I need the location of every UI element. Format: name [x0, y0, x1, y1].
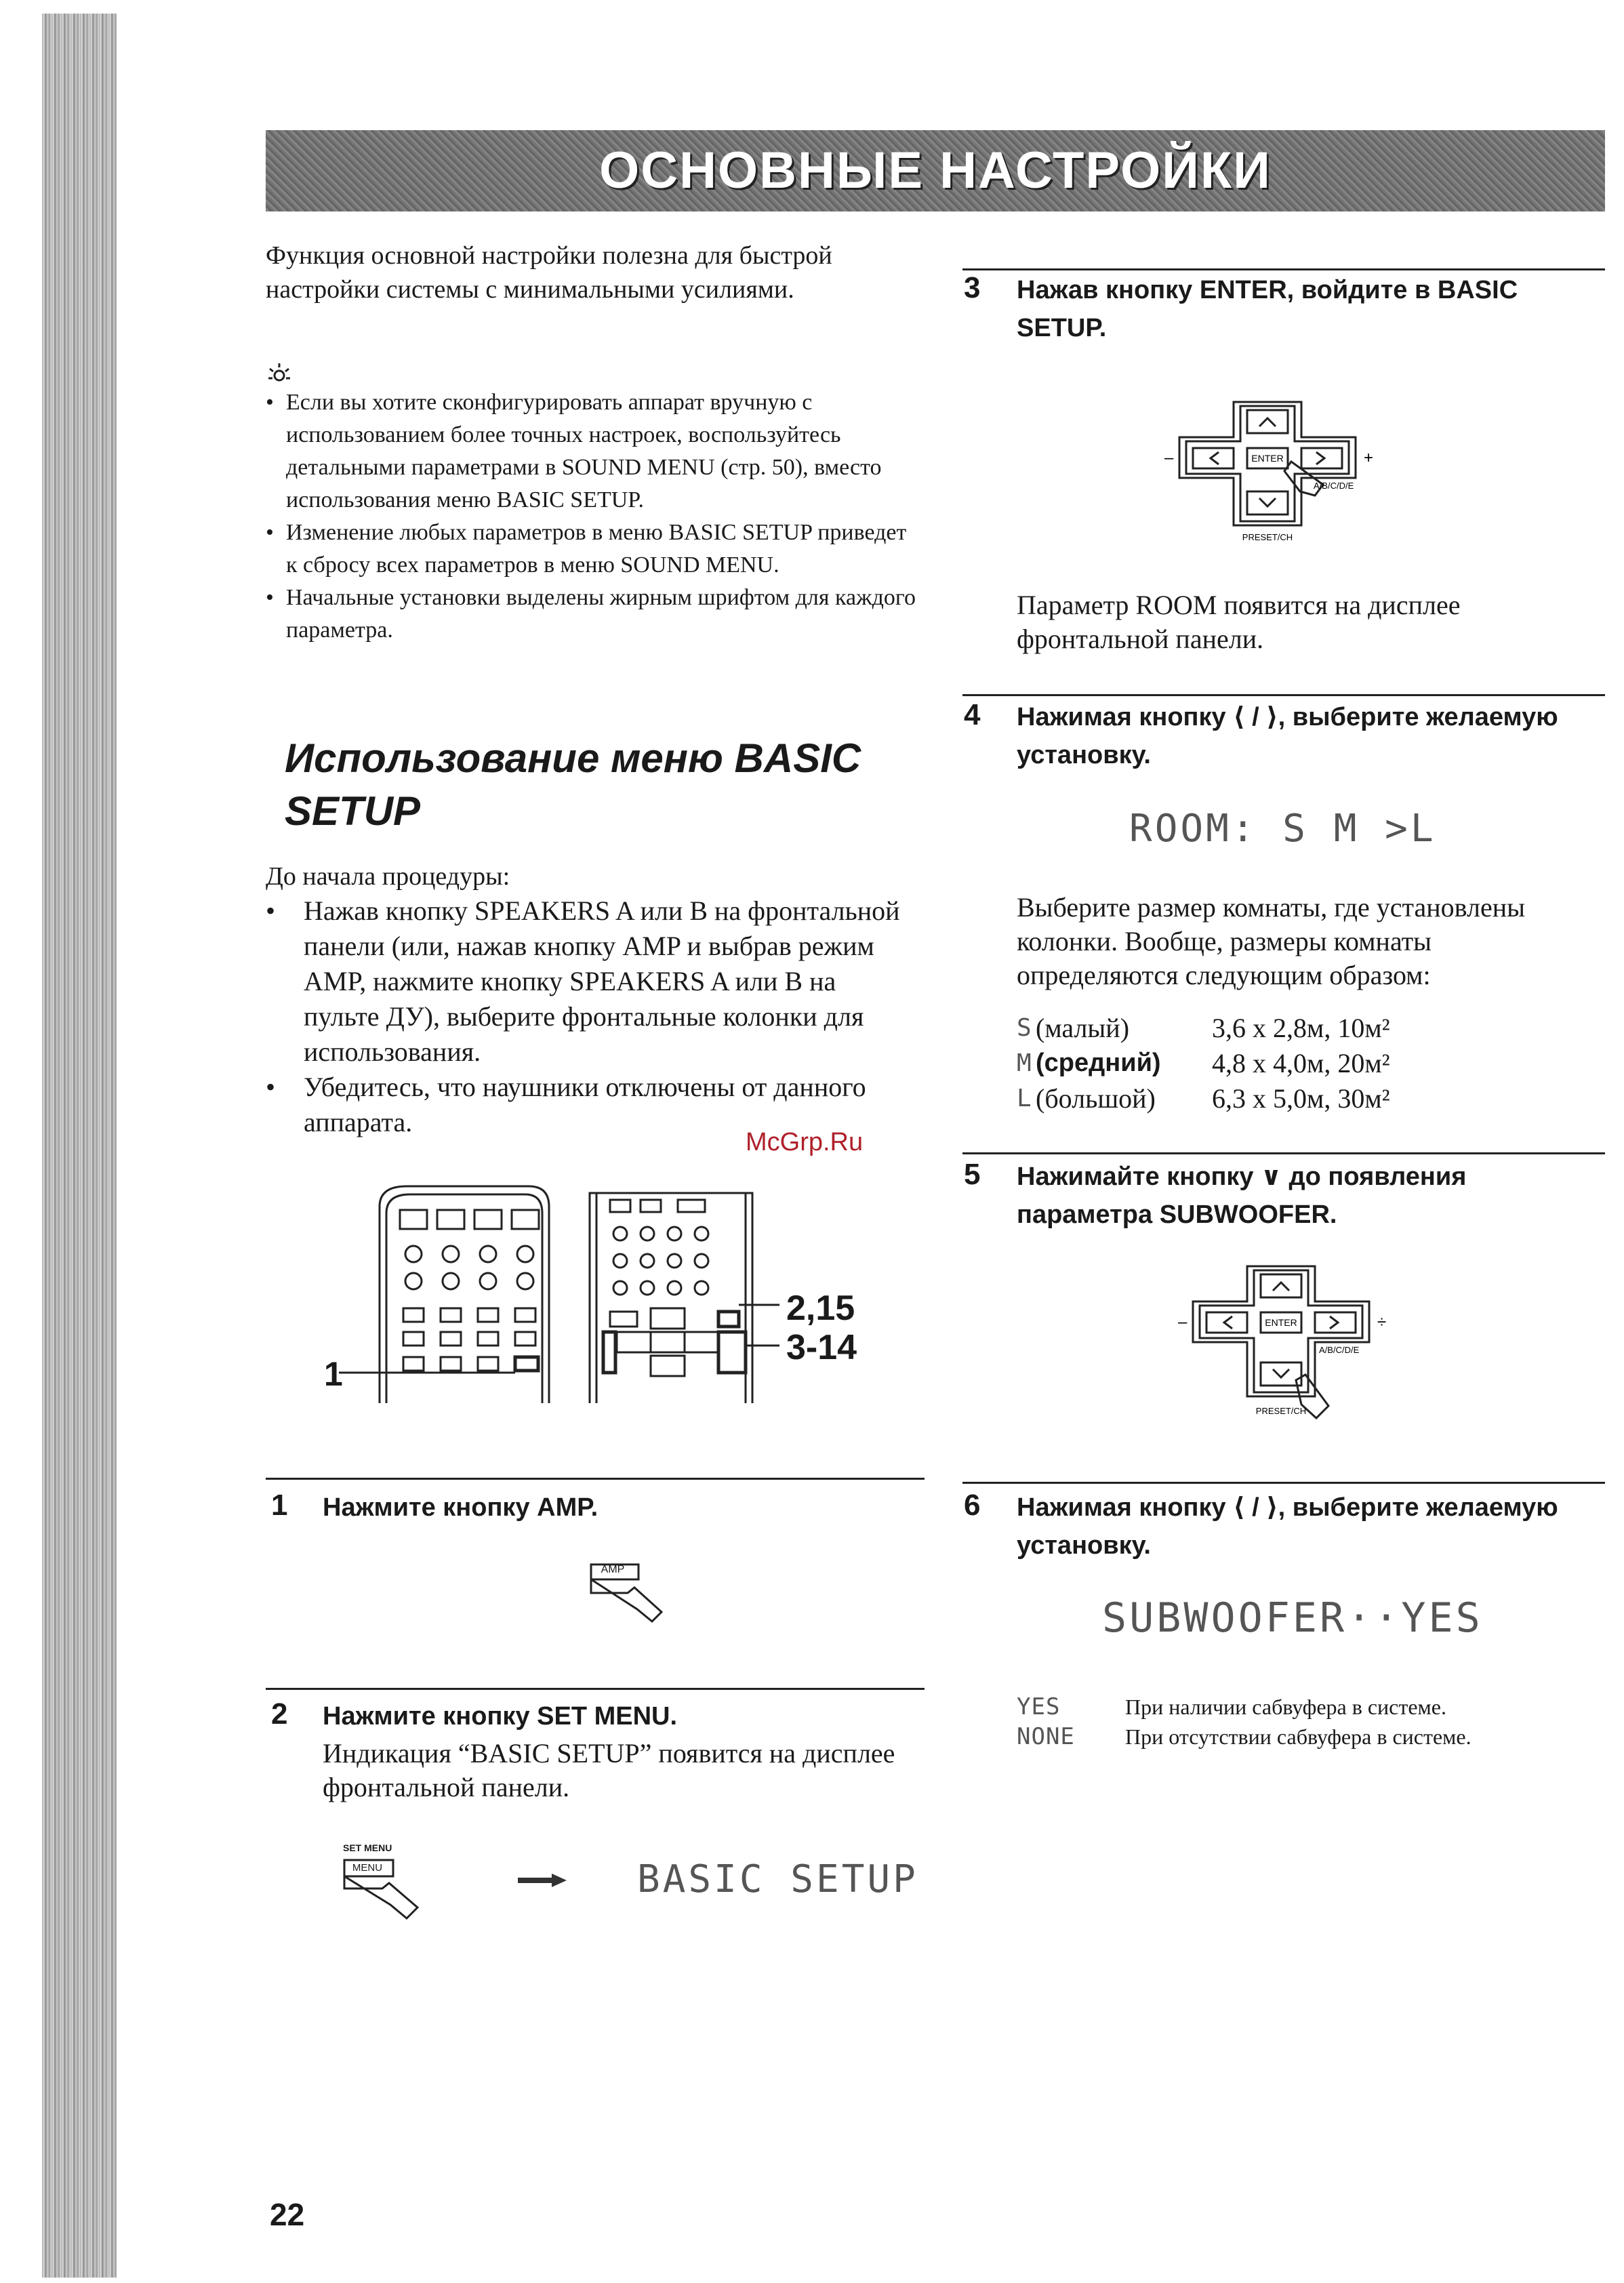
step3-number: 3 — [964, 271, 981, 304]
section-title: Использование меню BASIC SETUP — [285, 735, 861, 834]
svg-text:–: – — [1178, 1313, 1187, 1331]
step2-title: Нажмите кнопку SET MENU. — [323, 1702, 678, 1731]
set-menu-label: SET MENU — [343, 1842, 392, 1853]
room-size-row — [1017, 1045, 1491, 1080]
step2-display: BASIC SETUP — [637, 1857, 918, 1901]
callout-1: 1 — [324, 1355, 343, 1393]
menu-button-label: MENU — [352, 1862, 383, 1874]
size-label: (средний) — [1036, 1048, 1161, 1077]
step6-display: SUBWOOFER··YES — [1102, 1594, 1483, 1642]
step4-display: ROOM: S M >L — [1129, 807, 1436, 851]
size-label: (малый) — [1036, 1012, 1130, 1043]
plus-label: + — [1364, 449, 1374, 467]
step4-number: 4 — [964, 698, 981, 731]
step2-text: Индикация “BASIC SETUP” появится на дисплее фронтальной панели. — [323, 1738, 895, 1802]
step5-number: 5 — [964, 1158, 981, 1191]
room-size-row — [1017, 1080, 1491, 1116]
step5-title: Нажимайте кнопку ∨ до появления параметра SUBWOOFER. — [1017, 1163, 1467, 1229]
size-value: 3,6 x 2,8м, 10м² — [1212, 1012, 1390, 1043]
step2-number: 2 — [271, 1697, 288, 1731]
size-code: S — [1017, 1013, 1032, 1042]
size-code: M — [1017, 1049, 1032, 1077]
page-title: ОСНОВНЫЕ НАСТРОЙКИ — [599, 142, 1272, 199]
enter-label: ENTER — [1251, 453, 1284, 464]
svg-text:ENTER: ENTER — [1265, 1317, 1297, 1328]
cross-pad-step5 — [1112, 1261, 1410, 1430]
size-value: 6,3 x 5,0м, 30м² — [1212, 1083, 1390, 1114]
intro-text: Функция основной настройки полезна для быстрой настройки системы с минимальными усилиями. — [266, 241, 832, 304]
step3-rule — [962, 268, 1605, 270]
amp-button-label: AMP — [601, 1564, 625, 1575]
subwoofer-options — [1017, 1692, 1600, 1752]
step1-rule — [266, 1478, 925, 1480]
tip-lightbulb-icon — [266, 361, 293, 388]
svg-text:A/B/C/D/E: A/B/C/D/E — [1319, 1345, 1360, 1355]
cross-pad-step3 — [1145, 397, 1403, 552]
step1-title: Нажмите кнопку AMP. — [323, 1493, 598, 1522]
step2-rule — [266, 1688, 925, 1690]
abcde-label: A/B/C/D/E — [1314, 481, 1354, 491]
step4-rule — [962, 694, 1605, 696]
preset-label: PRESET/CH — [1242, 532, 1293, 542]
before-item: • Убедитесь, что наушники отключены от данного аппарата. — [266, 1070, 916, 1140]
svg-text:PRESET/CH: PRESET/CH — [1255, 1406, 1307, 1416]
callout-2-15: 2,15 — [786, 1289, 855, 1328]
step6-rule — [962, 1482, 1605, 1484]
tip-item: • Изменение любых параметров в меню BASIC SETUP приведет к сбросу всех параметров в меню SOUND MENU. — [266, 517, 916, 582]
option-row — [1017, 1692, 1600, 1722]
tip-item: • Начальные установки выделены жирным шрифтом для каждого параметра. — [266, 582, 916, 647]
watermark: McGrp.Ru — [746, 1128, 864, 1156]
step1-number: 1 — [271, 1489, 288, 1522]
option-code: NONE — [1017, 1723, 1075, 1750]
tips-list — [266, 386, 916, 647]
step3-text: Параметр ROOM появится на дисплее фронтальной панели. — [1017, 590, 1461, 654]
step6-title: Нажимая кнопку ⟨ / ⟩, выберите желаемую установку. — [1017, 1493, 1558, 1560]
option-code: YES — [1017, 1693, 1061, 1720]
page-number: 22 — [270, 2197, 305, 2232]
tip-item: • Если вы хотите сконфигурировать аппарат вручную с использованием более точных настроек, воспользуйтесь детальными параметрами в SOUND MENU (стр. 50), вместо использования меню BASIC SETUP. — [266, 386, 916, 517]
before-lead: До начала процедуры: — [266, 862, 510, 891]
size-value: 4,8 x 4,0м, 20м² — [1212, 1047, 1390, 1078]
step4-title: Нажимая кнопку ⟨ / ⟩, выберите желаемую установку. — [1017, 703, 1558, 769]
step5-rule — [962, 1152, 1605, 1154]
option-text: При наличии сабвуфера в системе. — [1125, 1694, 1446, 1719]
room-size-table — [1017, 1010, 1491, 1116]
before-item: • Нажав кнопку SPEAKERS A или B на фронтальной панели (или, нажав кнопку AMP и выбрав режим AMP, нажмите кнопку SPEAKERS A или B на пульте ДУ), выберите фронтальные колонки для использования. — [266, 893, 916, 1070]
size-code: L — [1017, 1084, 1032, 1112]
before-list — [266, 893, 916, 1140]
step3-title: Нажав кнопку ENTER, войдите в BASIC SETUP. — [1017, 276, 1518, 342]
option-text: При отсутствии сабвуфера в системе. — [1125, 1724, 1471, 1749]
scan-binding-edge — [42, 14, 117, 2278]
callout-3-14: 3-14 — [786, 1328, 857, 1367]
svg-text:÷: ÷ — [1377, 1313, 1387, 1331]
room-size-row — [1017, 1010, 1491, 1045]
size-label: (большой) — [1036, 1083, 1156, 1114]
option-row — [1017, 1722, 1600, 1752]
minus-label: – — [1164, 449, 1174, 467]
step4-text: Выберите размер комнаты, где установлены колонки. Вообще, размеры комнаты определяются следующим образом: — [1017, 892, 1526, 990]
step6-number: 6 — [964, 1489, 981, 1522]
arrow-right-icon — [515, 1872, 569, 1888]
